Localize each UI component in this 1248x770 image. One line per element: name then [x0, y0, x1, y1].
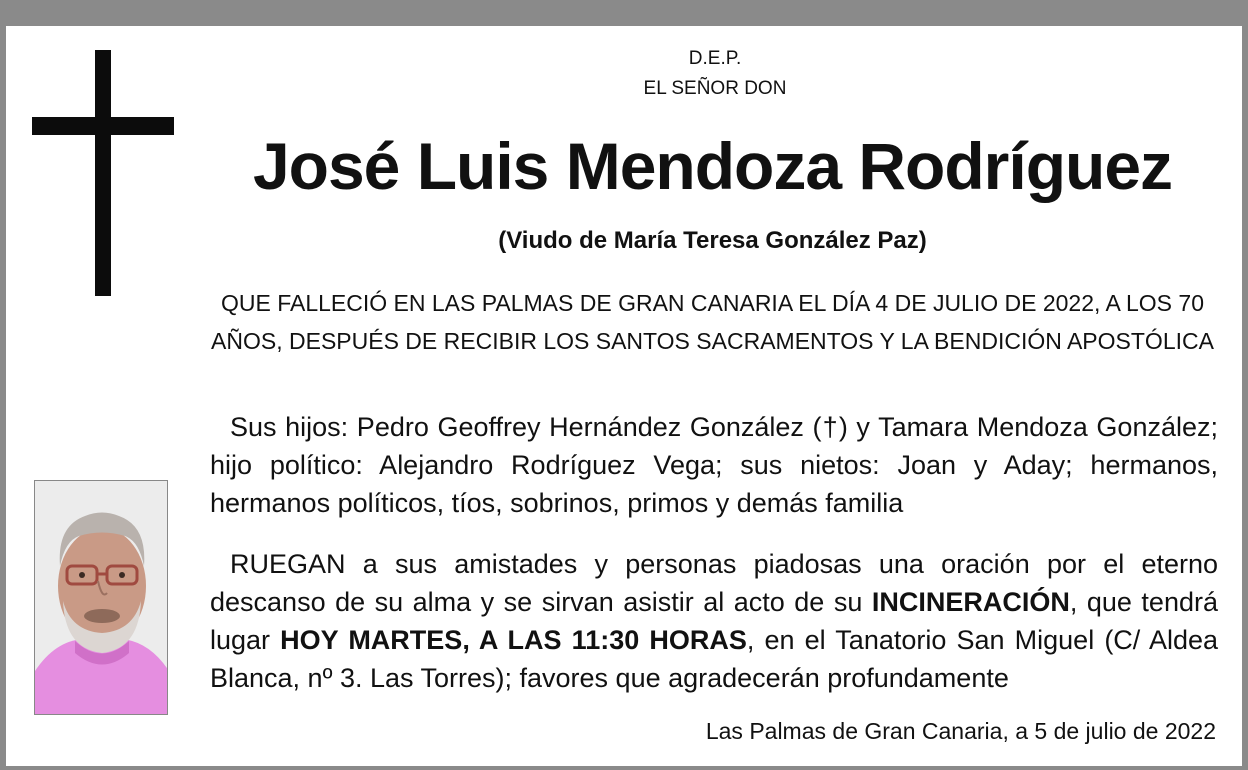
cross-horizontal-bar	[32, 117, 174, 135]
title-line: EL SEÑOR DON	[643, 78, 787, 99]
widower-subtitle: (Viudo de María Teresa González Paz)	[498, 227, 927, 254]
request-paragraph	[210, 545, 1218, 697]
ceremony-time: HOY MARTES, A LAS 11:30 HORAS	[280, 625, 747, 655]
ceremony-type: INCINERACIÓN	[871, 587, 1070, 617]
closing-date-line: Las Palmas de Gran Canaria, a 5 de julio de 2022	[705, 718, 1216, 744]
request-text-2: , que tendrá lugar	[210, 587, 1218, 655]
dep-label: D.E.P.	[688, 48, 742, 69]
portrait-illustration	[35, 481, 168, 715]
portrait-photo	[34, 480, 168, 715]
request-text-1: RUEGAN a sus amistades y personas piadosas una oración por el eterno descanso de su alma y se sirvan asistir al acto de su	[210, 549, 1218, 617]
death-announcement: QUE FALLECIÓ EN LAS PALMAS DE GRAN CANARIA EL DÍA 4 DE JULIO DE 2022, A LOS 70 AÑOS, DESPUÉS DE RECIBIR LOS SANTOS SACRAMENTOS Y LA BENDICIÓN APOSTÓLICA	[211, 290, 1214, 354]
request-text-3: , en el Tanatorio San Miguel (C/ Aldea Blanca, nº 3. Las Torres); favores que agradecerán profundamente	[210, 625, 1218, 693]
deceased-name: José Luis Mendoza Rodríguez	[252, 129, 1173, 203]
cross-vertical-bar	[95, 50, 111, 296]
family-paragraph: Sus hijos: Pedro Geoffrey Hernández González (†) y Tamara Mendoza González; hijo político: Alejandro Rodríguez Vega; sus nietos: Joan y Aday; hermanos, hermanos políticos, tíos, sobrinos, primos y demás familia	[210, 412, 1218, 518]
